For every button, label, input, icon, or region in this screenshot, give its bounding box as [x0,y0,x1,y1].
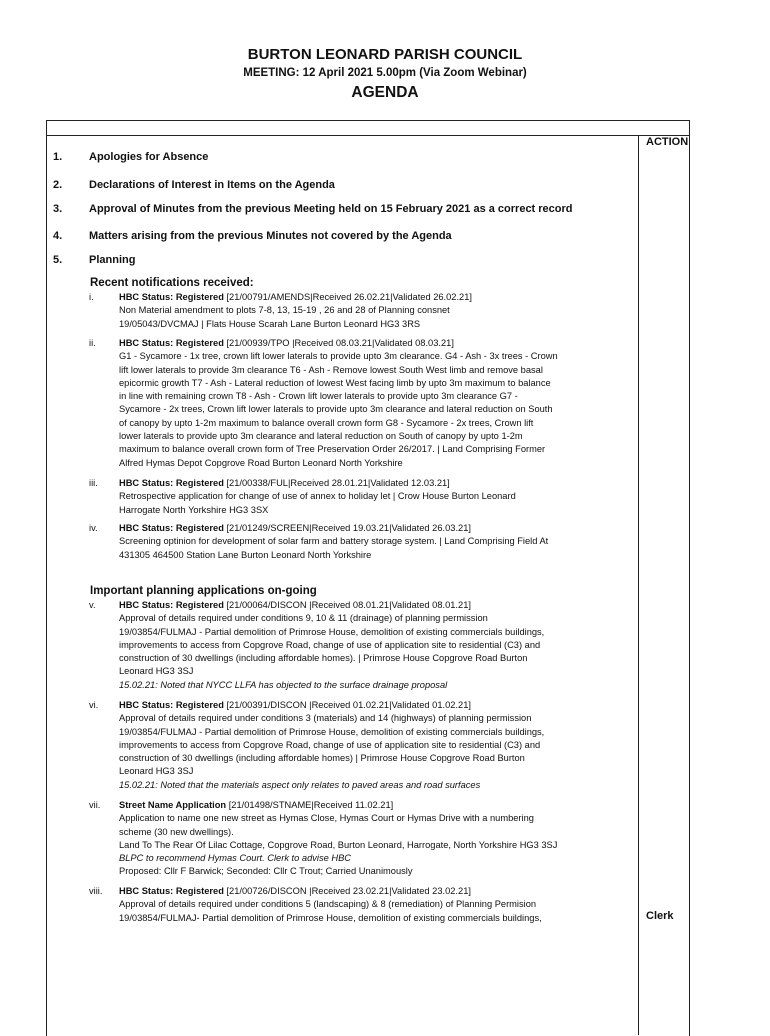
subitem-line: Non Material amendment to plots 7-8, 13, 15-19 , 26 and 28 of Planning consnet [119,305,450,316]
subitem-line: [21/00064/DISCON |Received 08.01.21|Validated 08.01.21] [226,600,471,610]
subitem-line: of canopy by upto 1-2m maximum to balance overall crown form G8 - Sycamore - 2x trees, Crown lift [119,417,534,428]
subitem-line: Leonard HG3 3SJ [119,666,194,677]
subitem-line: lift lower laterals to provide 3m clearance T6 - Ash - Remove lowest South West limb and remove basal [119,364,543,375]
subitem-line: maximum to balance overall crown form of Tree Preservation Order 26/2017. | Land Comprising Former [119,444,546,455]
agenda-title: AGENDA [351,84,419,101]
recent-notifications-heading: Recent notifications received: [90,277,254,289]
subitem-line: Sycamore - 2x trees, Crown lift lower laterals to provide upto 3m clearance and lateral reduction on South [119,404,553,415]
subitem-number: iv. [89,523,98,533]
item-title: Matters arising from the previous Minutes not covered by the Agenda [89,230,452,242]
item-title: Apologies for Absence [89,151,209,163]
subitem-line: Screening optinion for development of solar farm and battery storage system. | Land Comprising Field At [119,536,549,547]
subitem-line: in line with remaining crown T8 - Ash - Crown lift lower laterals to provide upto 3m clearance G7 - [119,391,518,402]
subitem-line: construction of 30 dwellings (including affordable homes). | Primrose House Copgrove Road Burton [119,653,528,664]
subitem-line: Harrogate North Yorkshire HG3 3SX [119,504,269,515]
subitem-label: HBC Status: Registered [119,523,224,533]
subitem-line: [21/00726/DISCON |Received 23.02.21|Validated 23.02.21] [226,886,471,896]
item-number: 3. [53,203,63,215]
subitem-line: Approval of details required under conditions 5 (landscaping) & 8 (remediation) of Planning Permision [119,899,537,910]
ongoing-applications-heading: Important planning applications on-going [90,585,317,597]
action-clerk: Clerk [646,910,674,922]
subitem-line: construction of 30 dwellings (including affordable homes) | Primrose House Copgrove Road Burton [119,753,525,764]
subitem-line: 19/03854/FULMAJ - Partial demolition of Primrose House, demolition of existing commercials buildings, [119,726,545,737]
table-header-row [46,120,690,136]
subitem-line: Leonard HG3 3SJ [119,766,194,777]
subitem-number: vii. [89,800,101,810]
subitem-line: [21/00791/AMENDS|Received 26.02.21|Validated 26.02.21] [226,292,472,302]
subitem-label: HBC Status: Registered [119,338,224,348]
subitem-label: Street Name Application [119,800,227,810]
subitem-label: HBC Status: Registered [119,478,224,488]
subitem-line: Approval of details required under conditions 9, 10 & 11 (drainage) of planning permission [119,613,488,624]
subitem-number: viii. [89,886,103,896]
subitem-label: HBC Status: Registered [119,600,224,610]
item-number: 2. [53,179,63,191]
subitem-line: G1 - Sycamore - 1x tree, crown lift lower laterals to provide upto 3m clearance. G4 - Ash - 3x trees - Crown [119,351,558,362]
subitem-number: iii. [89,478,98,488]
subitem-number: ii. [89,338,96,348]
subitem-label: HBC Status: Registered [119,700,224,710]
subitem-note: 15.02.21: Noted that the materials aspect only relates to paved areas and road surfaces [119,779,481,790]
subitem-line: [21/00939/TPO |Received 08.03.21|Validated 08.03.21] [226,338,454,348]
item-number: 1. [53,151,63,163]
subitem-line: Proposed: Cllr F Barwick; Seconded: Cllr C Trout; Carried Unanimously [119,866,413,877]
subitem-line: scheme (30 new dwellings). [119,826,234,837]
item-title: Approval of Minutes from the previous Meeting held on 15 February 2021 as a correct record [89,203,573,215]
subitem-line: [21/00391/DISCON |Received 01.02.21|Validated 01.02.21] [226,700,471,710]
subitem-line: [21/00338/FUL|Received 28.01.21|Validated 12.03.21] [226,478,450,488]
subitem-number: vi. [89,700,99,710]
item-number: 4. [53,230,63,242]
subitem-line: Land To The Rear Of Lilac Cottage, Copgrove Road, Burton Leonard, Harrogate, North Yorkshire HG3 3SJ [119,839,558,850]
item-title: Declarations of Interest in Items on the Agenda [89,179,335,191]
subitem-number: v. [89,600,96,610]
subitem-line: epicormic growth T7 - Ash - Lateral reduction of lowest West facing limb by upto 3m maximum to balance [119,377,551,388]
subitem-line: improvements to access from Copgrove Road, change of use of application site to residential (C3) and [119,639,541,650]
action-column-header: ACTION [646,136,689,148]
subitem-note: BLPC to recommend Hymas Court. Clerk to advise HBC [119,853,351,864]
subitem-line: Approval of details required under conditions 3 (materials) and 14 (highways) of planning permission [119,713,532,724]
subitem-line: improvements to access from Copgrove Road, change of use of application site to residential (C3) and [119,739,541,750]
council-name: BURTON LEONARD PARISH COUNCIL [247,46,523,63]
item-title: Planning [89,254,136,266]
subitem-line: Alfred Hymas Depot Copgrove Road Burton Leonard North Yorkshire [119,457,403,468]
subitem-line: 19/03854/FULMAJ - Partial demolition of Primrose House, demolition of existing commercials buildings, [119,626,545,637]
subitem-note: 15.02.21: Noted that NYCC LLFA has objected to the surface drainage proposal [119,679,448,690]
subitem-line: Retrospective application for change of use of annex to holiday let | Crow House Burton Leonard [119,491,516,502]
subitem-line: 19/03854/FULMAJ- Partial demolition of Primrose House, demolition of existing commercials buildings, [119,912,542,923]
item-number: 5. [53,254,63,266]
subitem-line: 19/05043/DVCMAJ | Flats House Scarah Lane Burton Leonard HG3 3RS [119,318,421,329]
subitem-line: Application to name one new street as Hymas Close, Hymas Court or Hymas Drive with a numbering [119,813,534,824]
subitem-label: HBC Status: Registered [119,292,224,302]
subitem-line: lower laterals to provide upto 3m clearance and lateral reduction on South of canopy by upto 1-2m [119,431,523,442]
meeting-line: MEETING: 12 April 2021 5.00pm (Via Zoom Webinar) [243,67,527,79]
subitem-line: [21/01249/SCREEN|Received 19.03.21|Validated 26.03.21] [226,523,471,533]
subitem-line: 431305 464500 Station Lane Burton Leonard North Yorkshire [119,549,372,560]
subitem-number: i. [89,292,94,302]
action-column-divider [638,135,639,1035]
subitem-label: HBC Status: Registered [119,886,224,896]
subitem-line: [21/01498/STNAME|Received 11.02.21] [228,800,394,810]
